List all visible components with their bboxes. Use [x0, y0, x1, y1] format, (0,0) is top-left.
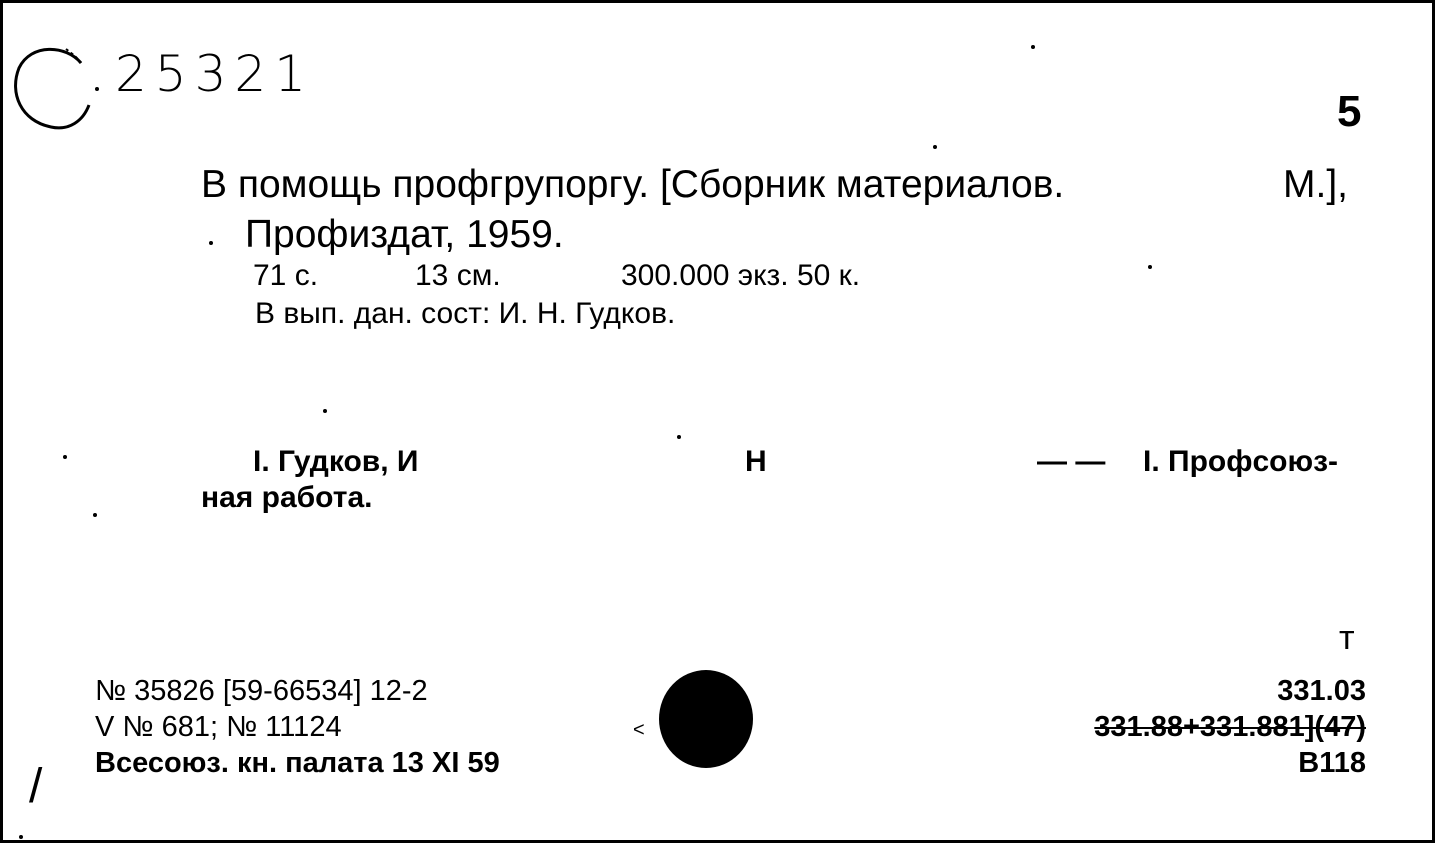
call-number: 25321	[115, 45, 315, 103]
mark-t: т	[1339, 619, 1355, 657]
tracing-continuation: ная работа.	[201, 481, 373, 514]
tracing-left: I. Гудков, И	[253, 445, 419, 478]
desc-size: 13 см.	[415, 259, 501, 292]
class-index-3: В118	[1298, 747, 1366, 779]
title-line-2: Профиздат, 1959.	[245, 213, 564, 256]
corner-number: 5	[1337, 87, 1362, 136]
small-mark: <	[633, 719, 645, 741]
desc-copies: 300.000 экз. 50 к.	[621, 259, 861, 292]
registration-line-3: Всесоюз. кн. палата 13 XI 59	[95, 747, 500, 779]
title-place: М.],	[1283, 163, 1348, 206]
desc-compiler: В вып. дан. сост: И. Н. Гудков.	[255, 297, 676, 330]
desc-pages: 71 с.	[253, 259, 319, 292]
registration-line-2: V № 681; № 11124	[95, 711, 342, 743]
circle-stamp-icon	[11, 43, 101, 133]
tracing-dashes: — —	[1037, 445, 1106, 478]
tracing-right: I. Профсоюз-	[1143, 445, 1338, 478]
class-index-2: 331.88+331.881](47)	[1094, 711, 1366, 743]
class-index-1: 331.03	[1277, 675, 1366, 707]
registration-line-1: № 35826 [59-66534] 12-2	[95, 675, 428, 707]
tracing-middle: Н	[745, 445, 767, 478]
punch-hole	[659, 670, 753, 768]
title-line-1: В помощь профгрупоргу. [Сборник материалов.	[201, 163, 1065, 206]
pen-mark: /	[29, 760, 43, 813]
